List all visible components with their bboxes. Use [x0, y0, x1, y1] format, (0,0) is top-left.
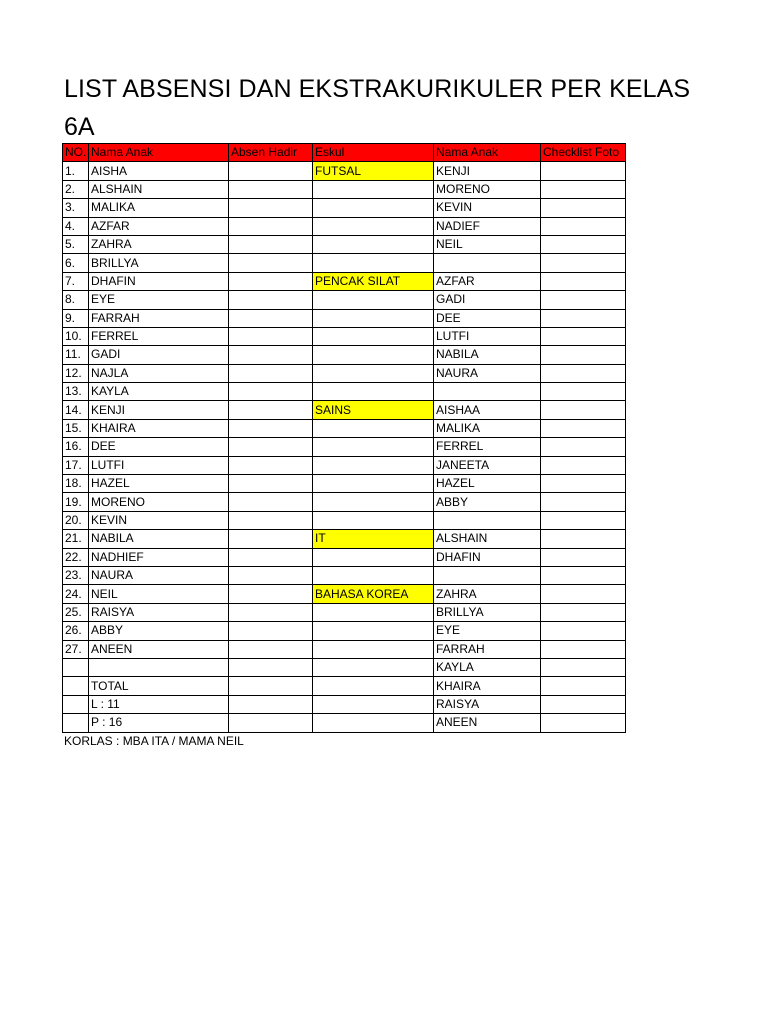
table-row	[63, 603, 626, 621]
table-row	[63, 235, 626, 253]
cell-checklist-foto	[541, 327, 626, 345]
table-row	[63, 493, 626, 511]
table-row	[63, 714, 626, 732]
cell-absen-hadir	[229, 566, 313, 584]
cell-absen-hadir	[229, 235, 313, 253]
cell-absen-hadir	[229, 438, 313, 456]
cell-no: 10.	[63, 327, 89, 345]
cell-checklist-foto	[541, 475, 626, 493]
cell-no: 5.	[63, 235, 89, 253]
cell-no: 4.	[63, 217, 89, 235]
table-row	[63, 162, 626, 180]
cell-no	[63, 658, 89, 676]
cell-absen-hadir	[229, 401, 313, 419]
cell-nama-anak-eskul: HAZEL	[434, 475, 541, 493]
cell-eskul: PENCAK SILAT	[313, 272, 434, 290]
cell-absen-hadir	[229, 530, 313, 548]
cell-nama-anak: TOTAL	[89, 677, 229, 695]
cell-checklist-foto	[541, 622, 626, 640]
cell-eskul	[313, 603, 434, 621]
cell-no: 23.	[63, 566, 89, 584]
cell-eskul	[313, 566, 434, 584]
cell-no	[63, 677, 89, 695]
cell-no: 22.	[63, 548, 89, 566]
table-row	[63, 254, 626, 272]
cell-nama-anak-eskul	[434, 383, 541, 401]
cell-checklist-foto	[541, 162, 626, 180]
cell-no: 8.	[63, 291, 89, 309]
cell-nama-anak-eskul: ALSHAIN	[434, 530, 541, 548]
cell-no: 20.	[63, 511, 89, 529]
cell-checklist-foto	[541, 309, 626, 327]
cell-eskul	[313, 419, 434, 437]
cell-no: 2.	[63, 180, 89, 198]
cell-nama-anak: LUTFI	[89, 456, 229, 474]
table-row	[63, 658, 626, 676]
cell-nama-anak: KHAIRA	[89, 419, 229, 437]
class-name: 6A	[64, 113, 95, 141]
cell-absen-hadir	[229, 714, 313, 732]
cell-no: 1.	[63, 162, 89, 180]
table-row	[63, 695, 626, 713]
cell-eskul	[313, 438, 434, 456]
table-row	[63, 346, 626, 364]
table-row	[63, 217, 626, 235]
table-row	[63, 438, 626, 456]
cell-nama-anak: NABILA	[89, 530, 229, 548]
cell-nama-anak: KAYLA	[89, 383, 229, 401]
cell-nama-anak-eskul: NEIL	[434, 235, 541, 253]
cell-no: 24.	[63, 585, 89, 603]
korlas-note: KORLAS : MBA ITA / MAMA NEIL	[64, 734, 244, 748]
cell-checklist-foto	[541, 603, 626, 621]
table-row	[63, 548, 626, 566]
cell-no: 15.	[63, 419, 89, 437]
cell-nama-anak: ANEEN	[89, 640, 229, 658]
cell-eskul: SAINS	[313, 401, 434, 419]
cell-absen-hadir	[229, 272, 313, 290]
cell-eskul	[313, 235, 434, 253]
table-row	[63, 309, 626, 327]
cell-nama-anak-eskul	[434, 511, 541, 529]
cell-nama-anak-eskul: ANEEN	[434, 714, 541, 732]
table-row	[63, 456, 626, 474]
cell-absen-hadir	[229, 603, 313, 621]
cell-eskul	[313, 291, 434, 309]
cell-absen-hadir	[229, 162, 313, 180]
cell-eskul	[313, 622, 434, 640]
cell-absen-hadir	[229, 217, 313, 235]
cell-eskul	[313, 346, 434, 364]
cell-no	[63, 714, 89, 732]
header-eskul: Eskul	[313, 144, 434, 162]
cell-nama-anak: FARRAH	[89, 309, 229, 327]
cell-absen-hadir	[229, 585, 313, 603]
cell-checklist-foto	[541, 199, 626, 217]
cell-nama-anak: KENJI	[89, 401, 229, 419]
cell-eskul	[313, 364, 434, 382]
cell-nama-anak-eskul: KENJI	[434, 162, 541, 180]
cell-absen-hadir	[229, 364, 313, 382]
table-row	[63, 640, 626, 658]
cell-absen-hadir	[229, 456, 313, 474]
cell-checklist-foto	[541, 456, 626, 474]
cell-absen-hadir	[229, 622, 313, 640]
cell-checklist-foto	[541, 511, 626, 529]
cell-eskul	[313, 511, 434, 529]
cell-no: 17.	[63, 456, 89, 474]
cell-no: 12.	[63, 364, 89, 382]
cell-absen-hadir	[229, 254, 313, 272]
cell-no: 6.	[63, 254, 89, 272]
cell-nama-anak: NEIL	[89, 585, 229, 603]
cell-nama-anak: BRILLYA	[89, 254, 229, 272]
table-row	[63, 401, 626, 419]
cell-checklist-foto	[541, 438, 626, 456]
cell-checklist-foto	[541, 548, 626, 566]
cell-nama-anak-eskul: KEVIN	[434, 199, 541, 217]
cell-nama-anak-eskul	[434, 566, 541, 584]
cell-no: 27.	[63, 640, 89, 658]
cell-eskul	[313, 714, 434, 732]
header-nama-anak-eskul: Nama Anak	[434, 144, 541, 162]
cell-no: 7.	[63, 272, 89, 290]
cell-nama-anak-eskul: FARRAH	[434, 640, 541, 658]
cell-absen-hadir	[229, 180, 313, 198]
cell-no: 3.	[63, 199, 89, 217]
cell-no: 26.	[63, 622, 89, 640]
header-checklist-foto: Checklist Foto	[541, 144, 626, 162]
cell-nama-anak-eskul: KAYLA	[434, 658, 541, 676]
cell-absen-hadir	[229, 291, 313, 309]
cell-nama-anak: DHAFIN	[89, 272, 229, 290]
cell-no	[63, 695, 89, 713]
header-nama-anak: Nama Anak	[89, 144, 229, 162]
table-header-row	[63, 144, 626, 162]
cell-no: 16.	[63, 438, 89, 456]
cell-nama-anak-eskul: NABILA	[434, 346, 541, 364]
cell-no: 19.	[63, 493, 89, 511]
cell-checklist-foto	[541, 383, 626, 401]
cell-nama-anak: DEE	[89, 438, 229, 456]
cell-nama-anak-eskul: MORENO	[434, 180, 541, 198]
cell-checklist-foto	[541, 291, 626, 309]
cell-checklist-foto	[541, 677, 626, 695]
cell-nama-anak: MORENO	[89, 493, 229, 511]
cell-eskul	[313, 493, 434, 511]
cell-nama-anak-eskul: AZFAR	[434, 272, 541, 290]
cell-nama-anak-eskul	[434, 254, 541, 272]
cell-checklist-foto	[541, 714, 626, 732]
cell-absen-hadir	[229, 640, 313, 658]
cell-absen-hadir	[229, 493, 313, 511]
table-row	[63, 622, 626, 640]
cell-nama-anak: ALSHAIN	[89, 180, 229, 198]
cell-absen-hadir	[229, 695, 313, 713]
cell-absen-hadir	[229, 658, 313, 676]
cell-eskul	[313, 475, 434, 493]
table-row	[63, 291, 626, 309]
table-row	[63, 180, 626, 198]
cell-checklist-foto	[541, 695, 626, 713]
cell-eskul	[313, 695, 434, 713]
table-row	[63, 566, 626, 584]
cell-checklist-foto	[541, 401, 626, 419]
cell-eskul	[313, 217, 434, 235]
cell-eskul: FUTSAL	[313, 162, 434, 180]
cell-eskul: BAHASA KOREA	[313, 585, 434, 603]
cell-absen-hadir	[229, 346, 313, 364]
cell-eskul	[313, 658, 434, 676]
cell-checklist-foto	[541, 217, 626, 235]
cell-nama-anak: KEVIN	[89, 511, 229, 529]
cell-nama-anak-eskul: FERREL	[434, 438, 541, 456]
cell-nama-anak: FERREL	[89, 327, 229, 345]
cell-nama-anak-eskul: MALIKA	[434, 419, 541, 437]
cell-nama-anak-eskul: KHAIRA	[434, 677, 541, 695]
cell-nama-anak: L : 11	[89, 695, 229, 713]
cell-nama-anak-eskul: GADI	[434, 291, 541, 309]
table-row	[63, 364, 626, 382]
cell-eskul	[313, 548, 434, 566]
cell-no: 11.	[63, 346, 89, 364]
table-row	[63, 511, 626, 529]
cell-checklist-foto	[541, 493, 626, 511]
cell-absen-hadir	[229, 199, 313, 217]
cell-nama-anak-eskul: BRILLYA	[434, 603, 541, 621]
table-row	[63, 199, 626, 217]
cell-absen-hadir	[229, 383, 313, 401]
attendance-table	[62, 143, 626, 733]
cell-absen-hadir	[229, 309, 313, 327]
cell-checklist-foto	[541, 254, 626, 272]
cell-nama-anak: GADI	[89, 346, 229, 364]
cell-nama-anak: EYE	[89, 291, 229, 309]
table-row	[63, 475, 626, 493]
cell-eskul	[313, 327, 434, 345]
cell-no: 25.	[63, 603, 89, 621]
cell-checklist-foto	[541, 346, 626, 364]
cell-eskul	[313, 180, 434, 198]
cell-nama-anak: RAISYA	[89, 603, 229, 621]
cell-nama-anak-eskul: EYE	[434, 622, 541, 640]
cell-eskul	[313, 309, 434, 327]
cell-checklist-foto	[541, 364, 626, 382]
cell-checklist-foto	[541, 658, 626, 676]
cell-checklist-foto	[541, 419, 626, 437]
cell-nama-anak-eskul: NAURA	[434, 364, 541, 382]
cell-no: 21.	[63, 530, 89, 548]
cell-nama-anak: MALIKA	[89, 199, 229, 217]
cell-nama-anak: AZFAR	[89, 217, 229, 235]
cell-nama-anak: ZAHRA	[89, 235, 229, 253]
cell-eskul	[313, 383, 434, 401]
cell-eskul	[313, 199, 434, 217]
cell-nama-anak: NAJLA	[89, 364, 229, 382]
cell-eskul	[313, 456, 434, 474]
cell-nama-anak-eskul: DEE	[434, 309, 541, 327]
cell-eskul	[313, 254, 434, 272]
cell-checklist-foto	[541, 585, 626, 603]
cell-absen-hadir	[229, 511, 313, 529]
cell-nama-anak-eskul: LUTFI	[434, 327, 541, 345]
cell-nama-anak-eskul: ABBY	[434, 493, 541, 511]
cell-checklist-foto	[541, 272, 626, 290]
page-title: LIST ABSENSI DAN EKSTRAKURIKULER PER KELAS	[64, 75, 691, 103]
cell-nama-anak-eskul: RAISYA	[434, 695, 541, 713]
cell-no: 14.	[63, 401, 89, 419]
cell-nama-anak: NADHIEF	[89, 548, 229, 566]
cell-nama-anak-eskul: AISHAA	[434, 401, 541, 419]
table-row	[63, 530, 626, 548]
cell-no: 18.	[63, 475, 89, 493]
table-row	[63, 272, 626, 290]
cell-eskul	[313, 640, 434, 658]
cell-nama-anak: AISHA	[89, 162, 229, 180]
cell-absen-hadir	[229, 475, 313, 493]
cell-checklist-foto	[541, 640, 626, 658]
cell-nama-anak	[89, 658, 229, 676]
cell-nama-anak-eskul: ZAHRA	[434, 585, 541, 603]
cell-absen-hadir	[229, 327, 313, 345]
cell-no: 9.	[63, 309, 89, 327]
cell-checklist-foto	[541, 180, 626, 198]
cell-eskul: IT	[313, 530, 434, 548]
cell-checklist-foto	[541, 530, 626, 548]
cell-nama-anak-eskul: NADIEF	[434, 217, 541, 235]
cell-checklist-foto	[541, 566, 626, 584]
cell-nama-anak: HAZEL	[89, 475, 229, 493]
table-row	[63, 677, 626, 695]
cell-nama-anak-eskul: JANEETA	[434, 456, 541, 474]
cell-nama-anak: P : 16	[89, 714, 229, 732]
table-row	[63, 383, 626, 401]
cell-absen-hadir	[229, 677, 313, 695]
cell-absen-hadir	[229, 548, 313, 566]
table-row	[63, 585, 626, 603]
cell-checklist-foto	[541, 235, 626, 253]
table-row	[63, 419, 626, 437]
cell-no: 13.	[63, 383, 89, 401]
header-no: NO.	[63, 144, 89, 162]
cell-absen-hadir	[229, 419, 313, 437]
cell-nama-anak: NAURA	[89, 566, 229, 584]
cell-nama-anak-eskul: DHAFIN	[434, 548, 541, 566]
header-absen-hadir: Absen Hadir	[229, 144, 313, 162]
table-row	[63, 327, 626, 345]
cell-nama-anak: ABBY	[89, 622, 229, 640]
cell-eskul	[313, 677, 434, 695]
table-body	[63, 162, 626, 732]
